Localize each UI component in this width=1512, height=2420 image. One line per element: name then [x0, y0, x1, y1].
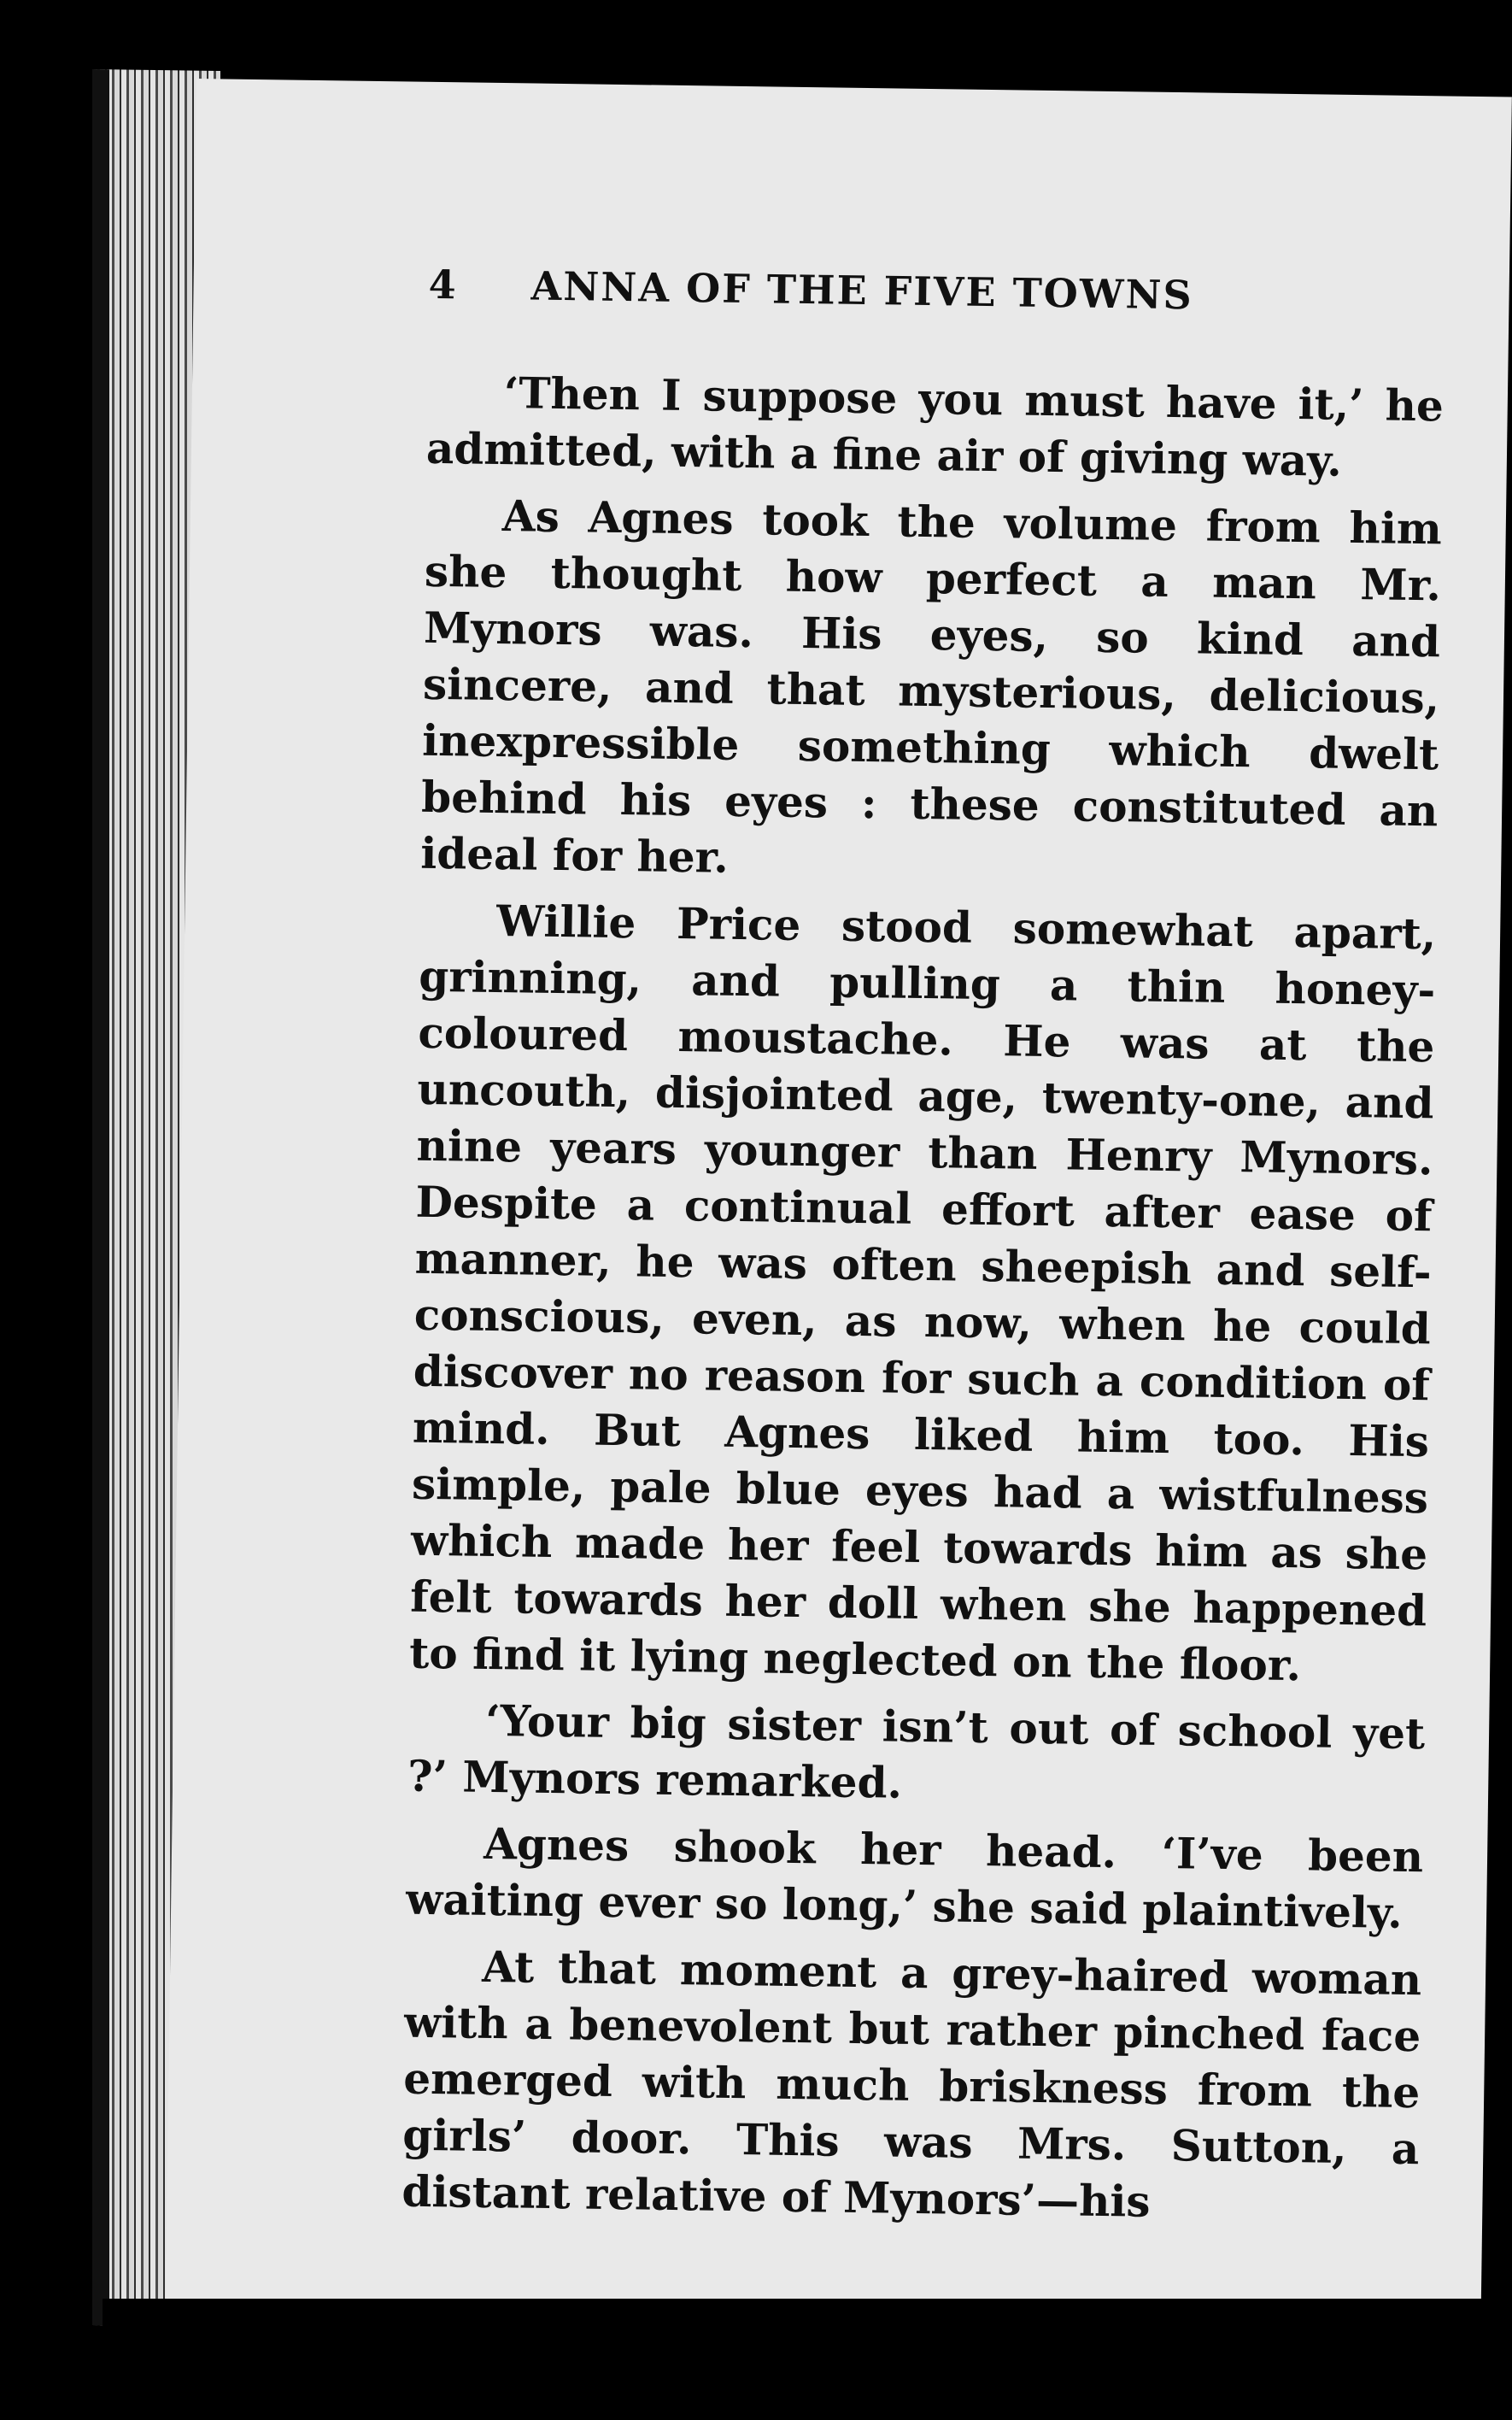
paragraph: As Agnes took the volume from him she thought how perfect a man Mr. Mynors was. His eyes, so kind and sincere, and that mysterious, delicious, inexpressible something which dwelt behind his eyes : these constituted an ideal for her. — [419, 490, 1443, 883]
running-title: ANNA OF THE FIVE TOWNS — [530, 262, 1194, 319]
paragraph: ‘Then I suppose you must have it,’ he admitted, with a fine air of giving way. — [425, 367, 1445, 486]
running-head — [428, 261, 1512, 323]
page-bottom-shadow — [103, 2299, 1512, 2420]
paragraph: ‘Your big sister isn’t out of school yet ?’ Mynors remarked. — [407, 1695, 1426, 1808]
book-page — [165, 79, 1512, 2352]
paragraph: Willie Price stood somewhat apart, grinning, and pulling a thin honey-coloured moustache. He was at the uncouth, disjointed age, twenty-one, and nine years younger than Henry Mynors. Despite a continual effort after ease of manner, he was often sheepish and self-conscious, even, as now, when he could discover no reason for such a condition of mind. But Agnes liked him too. His simple, pale blue eyes had a wistfulness which made her feel towards him as she felt towards her doll when she happened to find it lying neglected on the floor. — [408, 896, 1437, 1691]
paragraph: Agnes shook her head. ‘I’ve been waiting ever so long,’ she said plaintively. — [405, 1818, 1424, 1938]
page-number: 4 — [428, 261, 457, 308]
paragraph: At that moment a grey-haired woman with a benevolent but rather pinched face emerged with much briskness from the girls’ door. This was Mrs. Sutton, a distant relative of Mynors’—his — [401, 1941, 1422, 2227]
body-text — [401, 364, 1444, 2244]
